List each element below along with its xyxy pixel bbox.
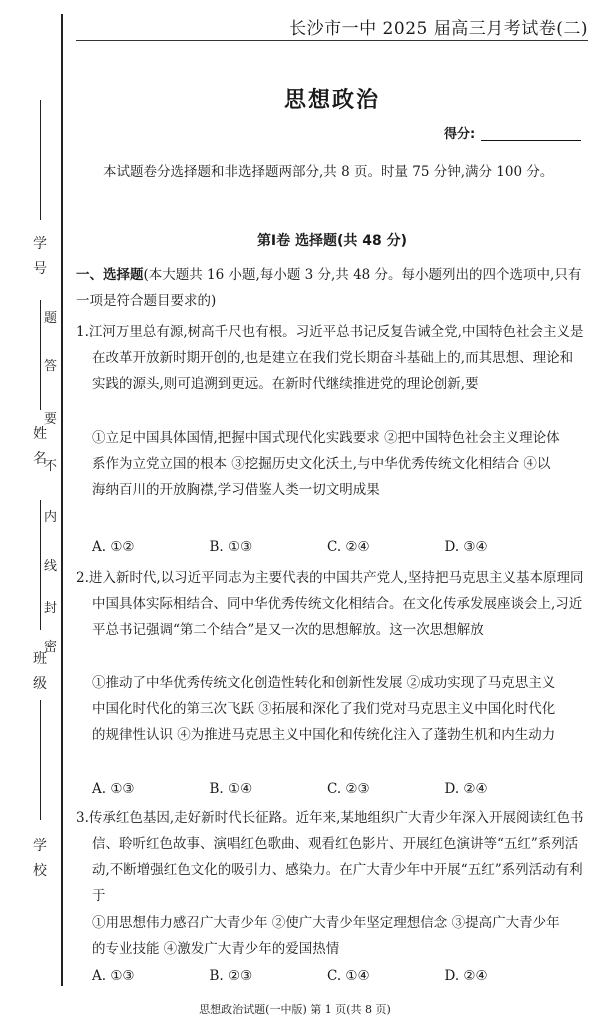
xuehao-underline	[40, 100, 41, 220]
label-xing: 姓	[33, 426, 47, 442]
exam-header-title: 长沙市一中 2025 届高三月考试卷(二)	[289, 19, 588, 39]
answer-option[interactable]: C. ②③	[327, 781, 370, 797]
choice-heading-desc: (本大题共 16 小题,每小题 3 分,共 48 分。每小题列出的四个选项中,只有一项是符合题目要求的)	[76, 267, 582, 309]
label-hao: 号	[33, 261, 47, 277]
question-1-stem: 1.江河万里总有源,树高千尺也有根。习近平总书记反复告诫全党,中国特色社会主义是在改革开放新时期开创的,也是建立在我们党长期奋斗基础上的,而其思想、理论和实践的源头,则可追溯到更远。在新时代继续推进党的理论创新,要	[76, 324, 584, 392]
label-ming: 名	[33, 451, 47, 467]
seal-char-feng: 封	[44, 601, 58, 616]
xingming-underline	[40, 300, 41, 410]
header-rule	[76, 40, 588, 41]
answer-option[interactable]: C. ②④	[327, 539, 370, 555]
label-xue2: 学	[33, 838, 47, 854]
answer-option[interactable]: A. ①②	[92, 539, 135, 555]
seal-char-bu: 不	[44, 459, 58, 474]
page-footer: 思想政治试题(一中版) 第 1 页(共 8 页)	[199, 1003, 391, 1016]
xuexiao-underline	[40, 700, 41, 820]
question-1-options: ①立足中国具体国情,把握中国式现代化实践要求 ②把中国特色社会主义理论体系作为立党立国的根本 ③挖掘历史文化沃土,与中华优秀传统文化相结合 ④以海纳百川的开放胸襟,学习借鉴人类一切文明成果	[92, 430, 560, 498]
question-2-answers	[92, 781, 562, 797]
answer-option[interactable]: B. ②③	[209, 968, 253, 984]
score-label: 得分:	[444, 127, 476, 142]
answer-option[interactable]: A. ①③	[92, 968, 135, 984]
label-ban: 班	[33, 651, 47, 667]
question-2-stem: 2.进入新时代,以习近平同志为主要代表的中国共产党人,坚持把马克思主义基本原理同中国具体实际相结合、同中华优秀传统文化相结合。在文化传承发展座谈会上,习近平总书记强调“第二个结合”是又一次的思想解放。这一次思想解放	[76, 570, 584, 638]
answer-option[interactable]: D. ③④	[444, 539, 488, 555]
label-ji: 级	[33, 676, 47, 692]
intro-paragraph: 本试题卷分选择题和非选择题两部分,共 8 页。时量 75 分钟,满分 100 分。	[103, 164, 554, 180]
answer-option[interactable]: B. ①③	[209, 539, 253, 555]
question-3-answers	[92, 968, 562, 984]
score-blank[interactable]	[481, 140, 581, 141]
seal-char-da: 答	[44, 359, 58, 374]
answer-option[interactable]: A. ①③	[92, 781, 135, 797]
question-3-stem: 3.传承红色基因,走好新时代长征路。近年来,某地组织广大青少年深入开展阅读红色书信、聆听红色故事、演唱红色歌曲、观看红色影片、开展红色演讲等“五红”系列活动,不断增强红色文化的吸引力、感染力。在广大青少年中开展“五红”系列活动有利于	[76, 810, 584, 904]
question-2-options: ①推动了中华优秀传统文化创造性转化和创新性发展 ②成功实现了马克思主义中国化时代化的第三次飞跃 ③拓展和深化了我们党对马克思主义中国化时代化的规律性认识 ④为推进马克思主义中国化和传统化注入了蓬勃生机和内生动力	[92, 675, 556, 743]
choice-heading	[76, 262, 588, 314]
choice-heading-label: 一、选择题	[76, 267, 144, 283]
label-xiao: 校	[33, 863, 47, 879]
seal-char-xian: 线	[44, 559, 58, 574]
question-1-answers	[92, 539, 562, 555]
answer-option[interactable]: C. ①④	[327, 968, 370, 984]
answer-option[interactable]: D. ②④	[444, 968, 488, 984]
section-title: 第Ⅰ卷 选择题(共 48 分)	[256, 233, 408, 249]
label-xue: 学	[33, 236, 47, 252]
answer-option[interactable]: D. ②④	[444, 781, 488, 797]
seal-char-mi: 密	[44, 640, 58, 655]
side-vertical-line	[61, 14, 63, 986]
banji-underline	[40, 500, 41, 630]
answer-option[interactable]: B. ①④	[209, 781, 253, 797]
seal-char-yao: 要	[44, 412, 58, 427]
question-3-options: ①用思想伟力感召广大青少年 ②使广大青少年坚定理想信念 ③提高广大青少年的专业技能 ④激发广大青少年的爱国热情	[92, 915, 560, 957]
subject-title: 思想政治	[283, 88, 380, 113]
seal-char-nei: 内	[44, 510, 58, 525]
seal-char-ti: 题	[44, 311, 58, 326]
